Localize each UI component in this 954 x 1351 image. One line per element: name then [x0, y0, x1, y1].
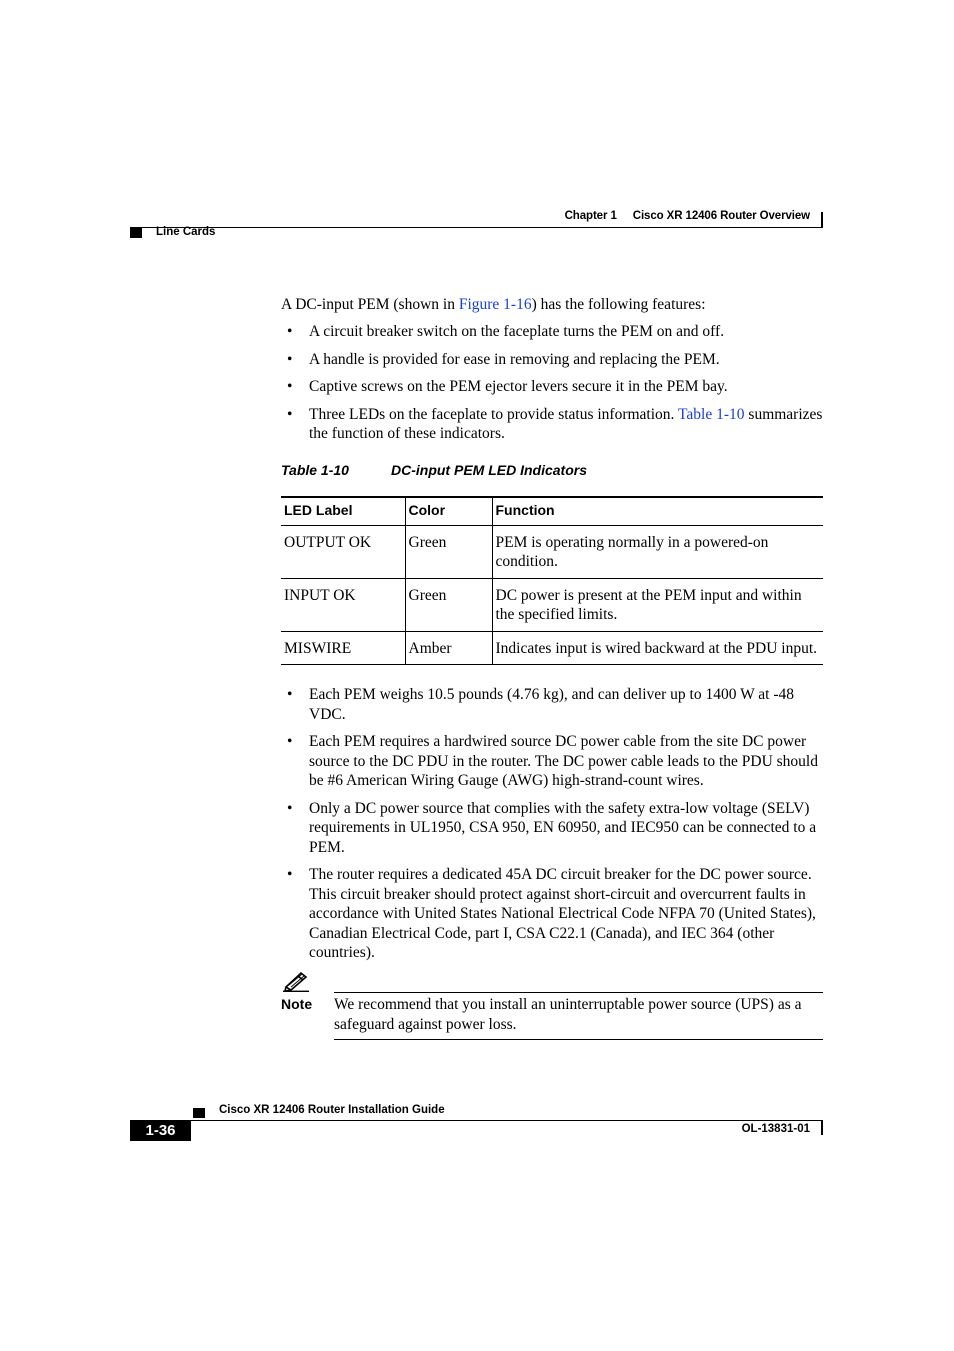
table-cell: Amber: [405, 631, 492, 665]
intro-text-before: A DC-input PEM (shown in: [281, 296, 459, 313]
list-item-text: Each PEM requires a hardwired source DC power cable from the site DC power source to the DC PDU in the router. The DC power cable leads to the PDU should be #6 American Wiring Gauge (AWG) high-strand-count wires.: [309, 733, 818, 789]
list-item: • Only a DC power source that complies with the safety extra-low voltage (SELV) requirements in UL1950, CSA 950, EN 60950, and IEC950 can be connected to a PEM.: [287, 799, 817, 856]
header-chapter-title: Cisco XR 12406 Router Overview: [632, 210, 810, 222]
list-item: • The router requires a dedicated 45A DC circuit breaker for the DC power source. This circuit breaker should protect against short-circuit and overcurrent faults in accordance with United States National Electrical Code NFPA 70 (United States), Canadian Electrical Code, part I, CSA C22.1 (Canada), and IEC 364 (other countries).: [287, 866, 816, 961]
footer-guide-title: Cisco XR 12406 Router Installation Guide: [219, 1104, 445, 1116]
note-label: Note: [281, 996, 313, 1012]
header-chapter: Chapter 1: [564, 210, 617, 222]
table-cell: PEM is operating normally in a powered-on condition.: [492, 525, 823, 578]
table-row: [281, 631, 823, 665]
table-cell: MISWIRE: [281, 631, 405, 665]
column-header: LED Label: [281, 497, 405, 525]
list-item: • Captive screws on the PEM ejector levers secure it in the PEM bay.: [287, 378, 728, 395]
table-link[interactable]: Table 1-10: [678, 405, 745, 423]
table-row: [281, 578, 823, 631]
footer-doc-number: OL-13831-01: [741, 1123, 810, 1135]
list-item-text: Each PEM weighs 10.5 pounds (4.76 kg), and can deliver up to 1400 W at -48 VDC.: [309, 686, 795, 723]
note-text: We recommend that you install an uninterruptable power source (UPS) as a safeguard against power loss.: [334, 996, 802, 1033]
list-item-text: Only a DC power source that complies with the safety extra-low voltage (SELV) requirements in UL1950, CSA 950, EN 60950, and IEC950 can be connected to a PEM.: [309, 799, 817, 856]
table-cell: INPUT OK: [281, 578, 405, 631]
intro-text-after: ) has the following features:: [531, 296, 706, 313]
figure-link[interactable]: Figure 1-16: [458, 296, 532, 313]
list-item: • A circuit breaker switch on the faceplate turns the PEM on and off.: [287, 323, 725, 340]
list-item: • Each PEM weighs 10.5 pounds (4.76 kg), and can deliver up to 1400 W at -48 VDC.: [287, 686, 795, 723]
table-row: [281, 525, 823, 578]
table-cell: Green: [405, 578, 492, 631]
table-caption-title: DC-input PEM LED Indicators: [391, 462, 587, 478]
header-rule: [130, 227, 823, 228]
list-item-text: Captive screws on the PEM ejector levers secure it in the PEM bay.: [309, 378, 728, 395]
list-item-text: The router requires a dedicated 45A DC circuit breaker for the DC power source. This circuit breaker should protect against short-circuit and overcurrent faults in accordance with United States National Electrical Code NFPA 70 (United States), Canadian Electrical Code, part I, CSA C22.1 (Canada), and IEC 364 (other countries).: [309, 866, 816, 961]
pencil-icon: [283, 970, 309, 992]
intro-paragraph: [281, 295, 826, 315]
table-cell: Green: [405, 525, 492, 578]
column-header: Function: [492, 497, 823, 525]
note-bottom-rule: [334, 1039, 823, 1040]
feature-list-top: [281, 322, 826, 452]
list-item-text: Three LEDs on the faceplate to provide status information.: [309, 405, 679, 423]
column-header: Color: [405, 497, 492, 525]
footer-marker: [193, 1108, 205, 1118]
table-caption: [281, 462, 587, 478]
header-marker: [130, 228, 142, 238]
table-cell: OUTPUT OK: [281, 525, 405, 578]
list-item: • Each PEM requires a hardwired source DC power cable from the site DC power source to the DC PDU in the router. The DC power cable leads to the PDU should be #6 American Wiring Gauge (AWG) high-strand-count wires.: [287, 733, 818, 789]
table-caption-number: Table 1-10: [281, 462, 349, 478]
header-tick: [821, 212, 823, 228]
footer-tick: [821, 1121, 823, 1135]
header-section: Line Cards: [156, 226, 216, 238]
footer-rule: [130, 1120, 823, 1121]
running-header: [565, 210, 810, 222]
list-item: • A handle is provided for ease in removing and replacing the PEM.: [287, 350, 720, 368]
table-cell: Indicates input is wired backward at the PDU input.: [492, 631, 823, 665]
list-item: • Three LEDs on the faceplate to provide status information. Table 1-10 summarizes the function of these indicators.: [287, 405, 823, 442]
led-table: [281, 496, 823, 665]
list-item-text: A circuit breaker switch on the faceplate turns the PEM on and off.: [309, 323, 725, 340]
note-top-rule: [334, 992, 823, 993]
list-item-text: summarizes the function of these indicators.: [309, 405, 823, 442]
page-number: 1-36: [130, 1121, 191, 1141]
list-item-text: A handle is provided for ease in removing and replacing the PEM.: [309, 350, 720, 368]
table-cell: DC power is present at the PEM input and within the specified limits.: [492, 578, 823, 631]
feature-list-bottom: [281, 685, 826, 971]
table-header-row: [281, 497, 823, 525]
